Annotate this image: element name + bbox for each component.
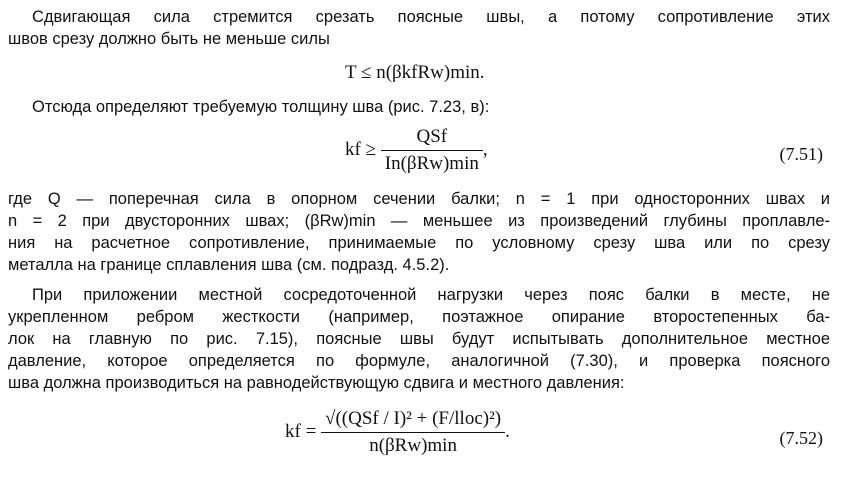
equation-lhs: kf ≥: [345, 138, 377, 160]
paragraph-2: [8, 96, 830, 118]
text-line: Отсюда определяют требуемую толщину шва (рис. 7.23, в):: [32, 98, 490, 116]
equation-text: T ≤ n(βkfRw)min.: [345, 62, 485, 83]
text-line: лок на главную по рис. 7.15), поясные швы будут испытывать дополнительное местное: [8, 330, 830, 348]
equation-tail: ,: [482, 138, 488, 160]
equation-lhs: kf =: [285, 420, 317, 442]
text-line: швов срезу должно быть не меньше силы: [8, 30, 330, 48]
equation-fraction: [381, 126, 483, 175]
fraction-denominator: n(βRw)min: [369, 435, 457, 456]
equation-shear-condition: [345, 62, 485, 84]
text-line: шва должна производиться на равнодействующую сдвига и местного давления:: [8, 374, 625, 392]
text-line: n = 2 при двусторонних швах; (βRw)min — меньшее из произведений глубины проплавле-: [8, 212, 830, 230]
paragraph-3: [8, 188, 830, 276]
text-line: давление, которое определяется по формуле, аналогичной (7.30), и проверка поясного: [8, 352, 830, 370]
text-line: металла на границе сплавления шва (см. подразд. 4.5.2).: [8, 256, 450, 274]
fraction-numerator: QSf: [381, 126, 483, 151]
text-line: При приложении местной сосредоточенной нагрузки через пояс балки в месте, не: [32, 286, 830, 304]
text-line: где Q — поперечная сила в опорном сечении балки; n = 1 при односторонних швах и: [8, 190, 830, 208]
fraction-denominator: In(βRw)min: [384, 153, 479, 174]
fraction-numerator: √((QSf / I)² + (F/lloc)²): [321, 408, 505, 433]
equation-number-7-51: (7.51): [779, 144, 823, 164]
paragraph-4: [8, 284, 830, 394]
equation-number-7-52: (7.52): [779, 428, 823, 448]
equation-fraction: [321, 408, 505, 457]
paragraph-1: [8, 6, 830, 50]
equation-tail: .: [505, 420, 510, 442]
equation-7-51: [345, 126, 488, 175]
text-line: ния на расчетное сопротивление, принимаемые по условному срезу шва или по срезу: [8, 234, 830, 252]
text-line: укрепленном ребром жесткости (например, поэтажное опирание второстепенных ба-: [8, 308, 830, 326]
text-line: Сдвигающая сила стремится срезать поясные швы, а потому сопротивление этих: [32, 8, 830, 26]
equation-7-52: [285, 408, 510, 457]
